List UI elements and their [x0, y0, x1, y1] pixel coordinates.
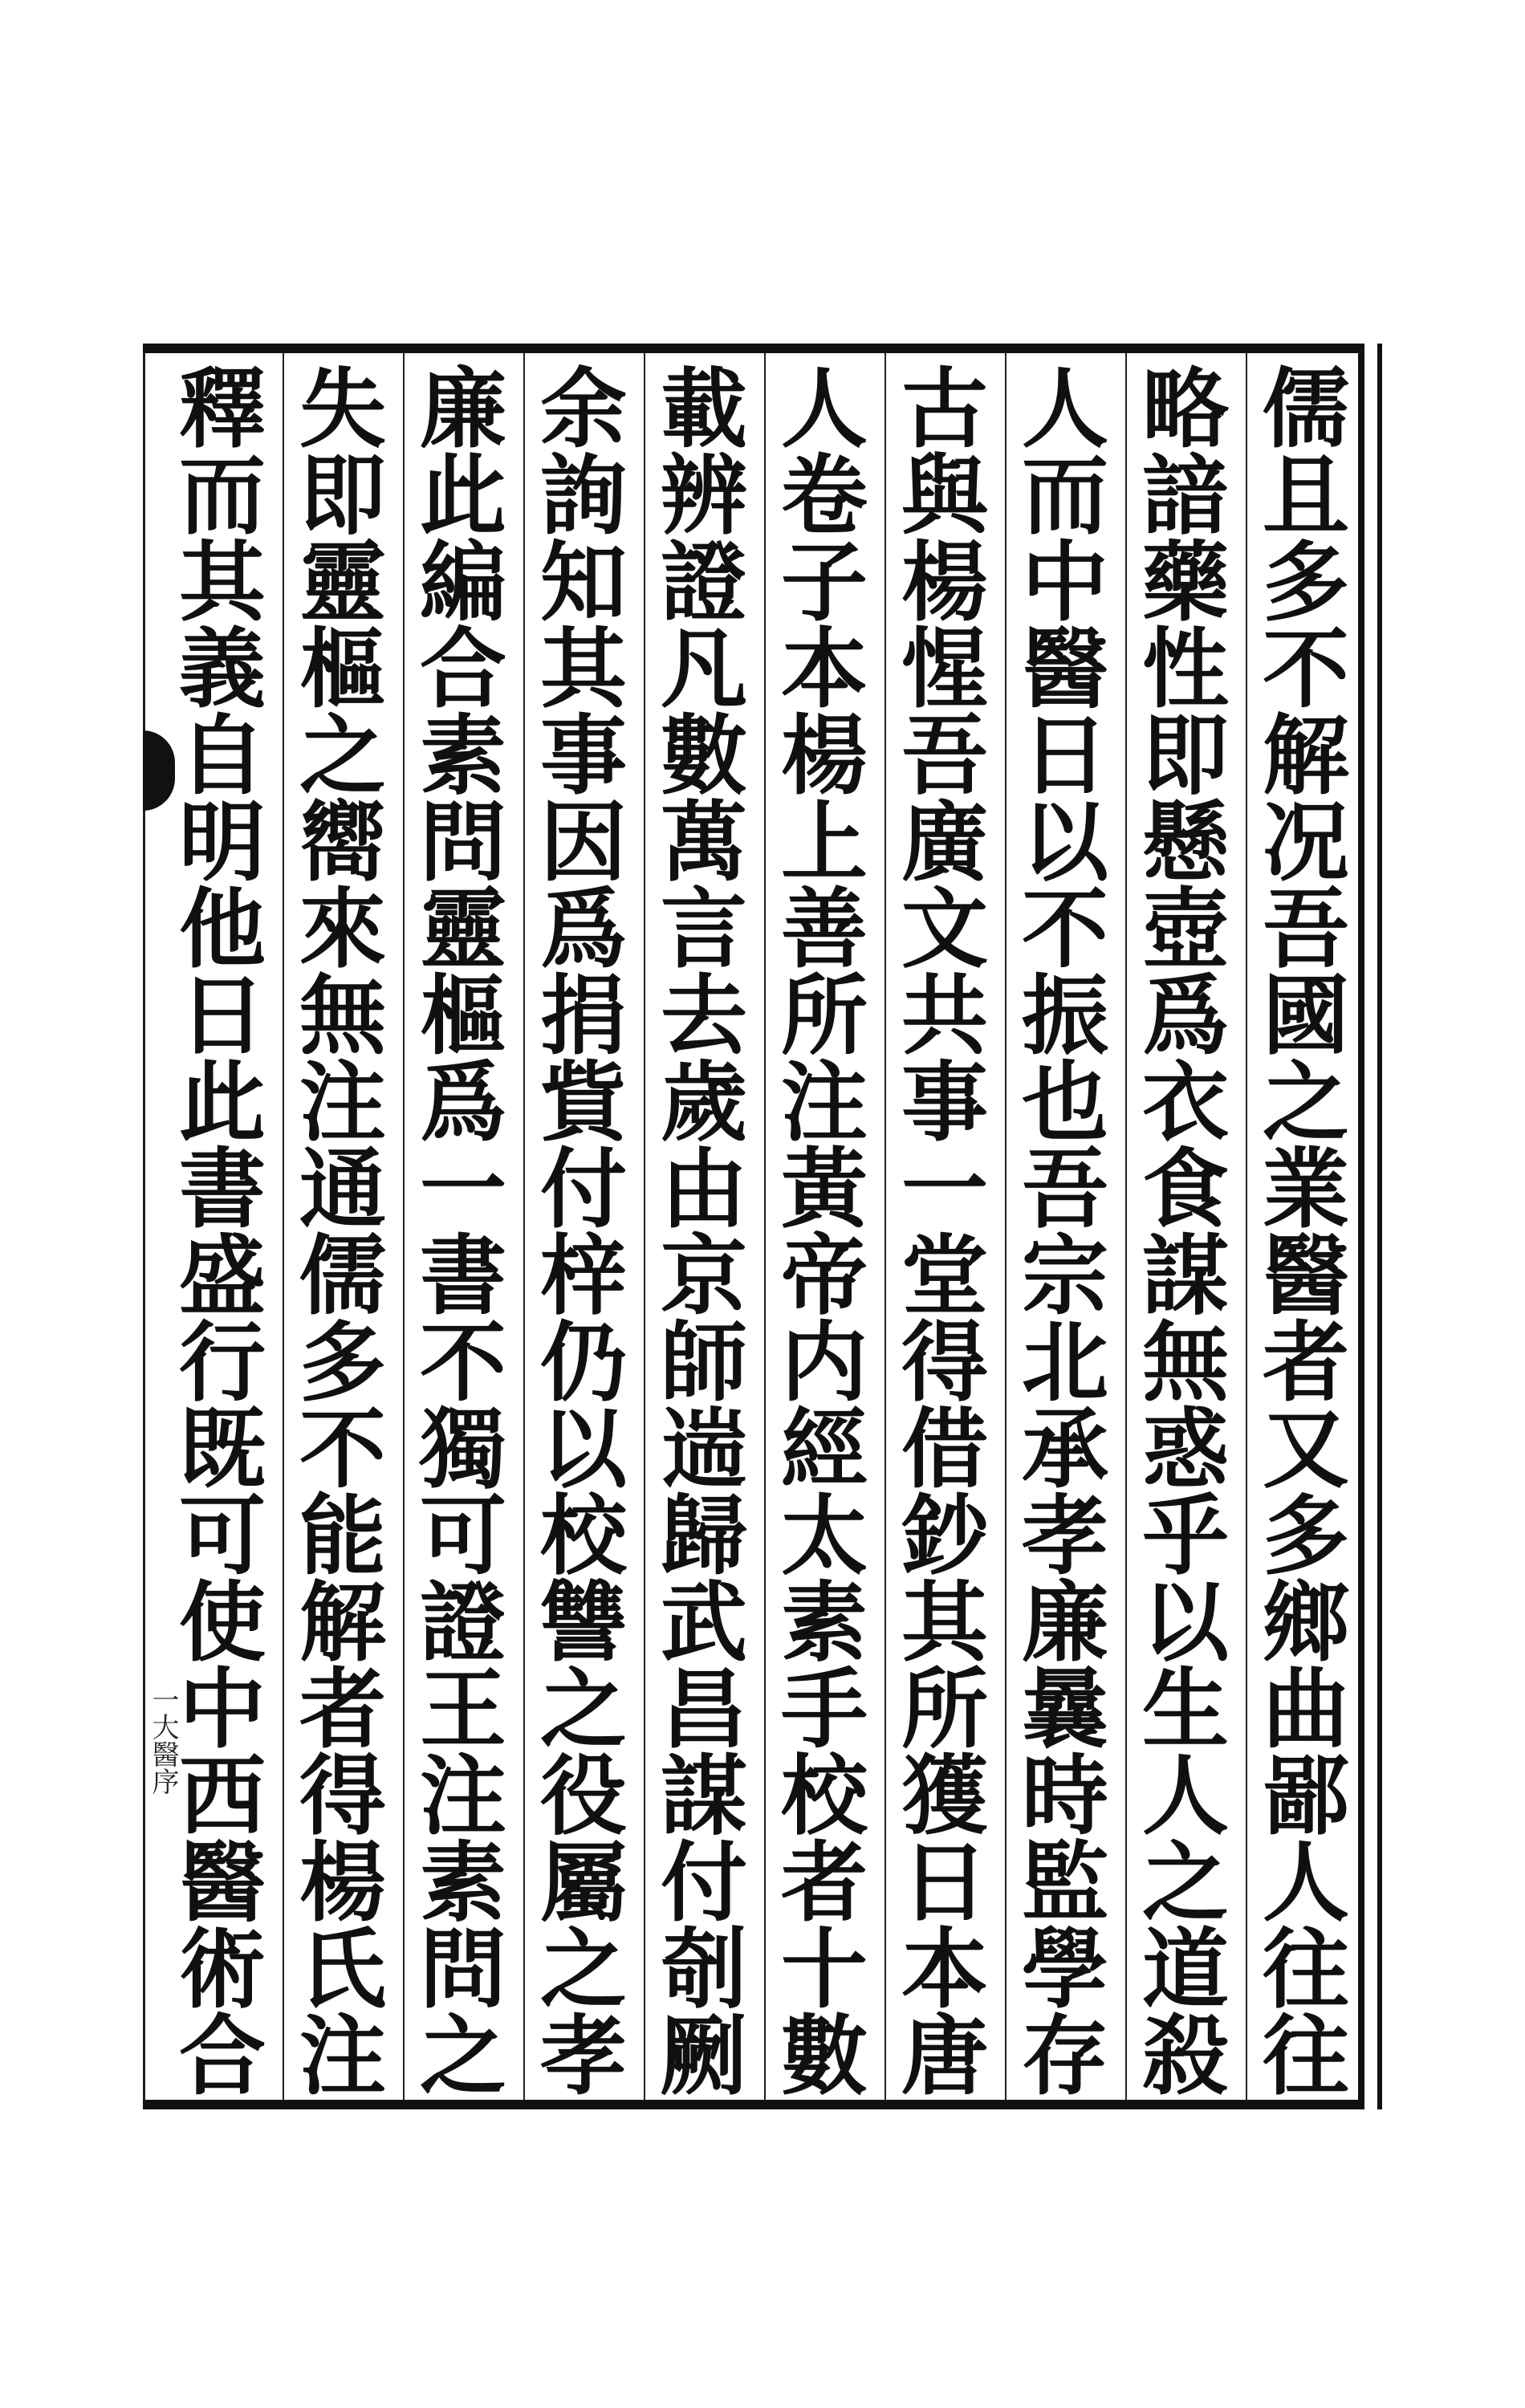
character-glyph: 解 — [299, 1572, 386, 1674]
character-glyph: 載 — [660, 359, 747, 460]
character-glyph: 多 — [1262, 532, 1349, 633]
character-glyph: 之 — [1262, 1052, 1349, 1153]
character-glyph: 殺 — [1141, 2006, 1229, 2107]
character-glyph: 孝 — [539, 2006, 627, 2107]
character-glyph: 中 — [1021, 532, 1108, 633]
character-glyph: 靈 — [299, 532, 386, 633]
character-glyph: 廉 — [1021, 1572, 1108, 1674]
character-glyph: 無 — [1141, 1312, 1229, 1413]
character-glyph: 也 — [1021, 1052, 1108, 1153]
character-glyph: 合 — [419, 619, 506, 720]
character-glyph: 讐 — [539, 1572, 627, 1674]
character-glyph: 道 — [1141, 1919, 1229, 2020]
character-glyph: 多 — [1262, 1486, 1349, 1587]
character-glyph: 注 — [299, 1052, 386, 1153]
character-glyph: 通 — [299, 1139, 386, 1240]
character-glyph: 吾 — [901, 706, 988, 807]
character-glyph: 數 — [660, 706, 747, 807]
character-glyph: 太 — [780, 1486, 868, 1587]
character-glyph: 事 — [901, 1052, 988, 1153]
character-glyph: 問 — [419, 792, 506, 893]
character-glyph: 歲 — [660, 1052, 747, 1153]
character-glyph: 唐 — [901, 2006, 988, 2107]
character-glyph: 人 — [1021, 359, 1108, 460]
text-column — [644, 359, 764, 2107]
character-glyph: 者 — [780, 1832, 868, 1934]
character-glyph: 不 — [419, 1312, 506, 1413]
text-column — [1246, 359, 1366, 2107]
character-glyph: 人 — [780, 359, 868, 460]
character-glyph: 國 — [1262, 966, 1349, 1067]
character-glyph: 謀 — [660, 1746, 747, 1847]
character-glyph: 宗 — [1021, 1226, 1108, 1327]
character-glyph: 時 — [1021, 1746, 1108, 1847]
character-glyph: 本 — [901, 1919, 988, 2020]
character-glyph: 醫 — [178, 1832, 266, 1934]
character-glyph: 歸 — [660, 1486, 747, 1587]
text-column — [1005, 359, 1125, 2107]
character-glyph: 得 — [901, 1312, 988, 1413]
character-glyph: 付 — [539, 1139, 627, 1240]
character-glyph: 素 — [419, 706, 506, 807]
text-column — [1125, 359, 1246, 2107]
character-glyph: 不 — [299, 1399, 386, 1500]
character-glyph: 仍 — [539, 1312, 627, 1413]
character-glyph: 其 — [178, 532, 266, 633]
character-glyph: 盛 — [178, 1226, 266, 1327]
character-glyph: 以 — [1021, 792, 1108, 893]
character-glyph: 又 — [1262, 1399, 1349, 1500]
character-glyph: 詢 — [539, 445, 627, 547]
character-glyph: 爲 — [419, 1052, 506, 1153]
character-glyph: 行 — [178, 1312, 266, 1413]
character-glyph: 與 — [901, 445, 988, 547]
character-glyph: 且 — [1262, 445, 1349, 547]
character-glyph: 編 — [419, 532, 506, 633]
character-glyph: 之 — [1141, 1832, 1229, 1934]
character-glyph: 孝 — [1021, 1486, 1108, 1587]
character-glyph: 即 — [1141, 706, 1229, 807]
character-glyph: 獨 — [419, 1399, 506, 1500]
character-glyph: 由 — [660, 1139, 747, 1240]
character-glyph: 壺 — [1141, 879, 1229, 980]
text-column — [764, 359, 885, 2107]
character-glyph: 曲 — [1262, 1659, 1349, 1760]
character-glyph: 爲 — [539, 879, 627, 980]
character-glyph: 靈 — [419, 879, 506, 980]
character-glyph: 之 — [539, 1659, 627, 1760]
character-glyph: 曩 — [1021, 1659, 1108, 1760]
character-glyph: 可 — [419, 1486, 506, 1587]
character-glyph: 者 — [1262, 1312, 1349, 1413]
character-glyph: 人 — [1141, 1746, 1229, 1847]
character-glyph: 衣 — [1141, 1052, 1229, 1153]
character-glyph: 此 — [178, 1052, 266, 1153]
character-glyph: 之 — [419, 2006, 506, 2107]
character-glyph: 惺 — [901, 619, 988, 720]
character-glyph: 業 — [1262, 1139, 1349, 1240]
character-glyph: 役 — [539, 1746, 627, 1847]
character-glyph: 明 — [178, 792, 266, 893]
character-glyph: 多 — [299, 1312, 386, 1413]
character-glyph: 而 — [1021, 445, 1108, 547]
character-glyph: 借 — [901, 1399, 988, 1500]
character-glyph: 無 — [299, 966, 386, 1067]
character-glyph: 監 — [1021, 1832, 1108, 1934]
character-glyph: 樞 — [299, 619, 386, 720]
character-glyph: 一 — [419, 1139, 506, 1240]
character-glyph: 文 — [901, 879, 988, 980]
character-glyph: 日 — [1021, 706, 1108, 807]
character-glyph: 上 — [780, 792, 868, 893]
character-glyph: 師 — [660, 1312, 747, 1413]
character-glyph: 知 — [539, 532, 627, 633]
character-glyph: 而 — [178, 445, 266, 547]
character-glyph: 可 — [178, 1486, 266, 1587]
character-glyph: 證 — [419, 1572, 506, 1674]
text-column — [283, 359, 403, 2107]
character-glyph: 人 — [1262, 1832, 1349, 1934]
character-glyph: 釋 — [178, 359, 266, 460]
character-glyph: 吾 — [1262, 879, 1349, 980]
character-glyph: 其 — [901, 1572, 988, 1674]
character-glyph: 義 — [178, 619, 266, 720]
character-glyph: 言 — [660, 879, 747, 980]
character-glyph: 手 — [780, 1659, 868, 1760]
character-glyph: 解 — [1262, 706, 1349, 807]
character-glyph: 數 — [780, 2006, 868, 2107]
outer-border-line — [1377, 344, 1382, 2109]
character-glyph: 往 — [1262, 1919, 1349, 2020]
character-glyph: 萬 — [660, 792, 747, 893]
text-column — [523, 359, 644, 2107]
character-glyph: 遄 — [660, 1399, 747, 1500]
character-glyph: 楊 — [299, 1832, 386, 1934]
character-glyph: 之 — [299, 706, 386, 807]
character-glyph: 以 — [539, 1399, 627, 1500]
character-glyph: 所 — [901, 1659, 988, 1760]
character-glyph: 此 — [419, 445, 506, 547]
text-column — [403, 359, 523, 2107]
character-glyph: 昌 — [660, 1659, 747, 1760]
character-glyph: 子 — [780, 532, 868, 633]
character-glyph: 藥 — [1141, 532, 1229, 633]
character-glyph: 諳 — [1141, 445, 1229, 547]
character-glyph: 梓 — [539, 1226, 627, 1327]
character-glyph: 日 — [901, 1832, 988, 1934]
character-glyph: 本 — [780, 619, 868, 720]
character-glyph: 嚮 — [299, 792, 386, 893]
character-glyph: 吾 — [1021, 1139, 1108, 1240]
character-glyph: 爲 — [1141, 966, 1229, 1067]
character-glyph: 失 — [299, 359, 386, 460]
character-glyph: 中 — [178, 1659, 266, 1760]
character-glyph: 書 — [178, 1139, 266, 1240]
text-column — [162, 359, 283, 2107]
character-glyph: 注 — [419, 1746, 506, 1847]
character-glyph: 合 — [178, 2006, 266, 2107]
character-glyph: 王 — [419, 1659, 506, 1760]
character-glyph: 乎 — [1141, 1486, 1229, 1587]
character-glyph: 即 — [299, 445, 386, 547]
character-glyph: 共 — [901, 966, 988, 1067]
character-glyph: 素 — [780, 1572, 868, 1674]
character-glyph: 廣 — [901, 792, 988, 893]
character-glyph: 樞 — [419, 966, 506, 1067]
character-glyph: 經 — [780, 1399, 868, 1500]
character-glyph: 能 — [299, 1486, 386, 1587]
character-glyph: 西 — [178, 1746, 266, 1847]
character-glyph: 古 — [901, 359, 988, 460]
character-glyph: 自 — [178, 706, 266, 807]
character-glyph: 貲 — [539, 1052, 627, 1153]
character-glyph: 書 — [419, 1226, 506, 1327]
character-glyph: 謀 — [1141, 1226, 1229, 1327]
gutter-label: 一大醫序 — [147, 1686, 179, 1795]
character-glyph: 余 — [539, 359, 627, 460]
character-glyph: 氏 — [299, 1919, 386, 2020]
character-glyph: 凡 — [660, 619, 747, 720]
character-glyph: 注 — [780, 1052, 868, 1153]
character-glyph: 付 — [660, 1832, 747, 1934]
character-glyph: 振 — [1021, 966, 1108, 1067]
character-glyph: 所 — [780, 966, 868, 1067]
character-glyph: 既 — [178, 1399, 266, 1500]
character-glyph: 因 — [539, 792, 627, 893]
character-glyph: 京 — [660, 1226, 747, 1327]
character-glyph: 一 — [901, 1139, 988, 1240]
character-glyph: 校 — [539, 1486, 627, 1587]
character-glyph: 略 — [1141, 359, 1229, 460]
character-glyph: 儒 — [1262, 359, 1349, 460]
character-glyph: 况 — [1262, 792, 1349, 893]
character-glyph: 捐 — [539, 966, 627, 1067]
character-glyph: 其 — [539, 619, 627, 720]
character-glyph: 廉 — [419, 359, 506, 460]
character-glyph: 辨 — [660, 445, 747, 547]
character-glyph: 素 — [419, 1832, 506, 1934]
character-glyph: 校 — [780, 1746, 868, 1847]
character-glyph: 惑 — [1141, 1399, 1229, 1500]
character-glyph: 武 — [660, 1572, 747, 1674]
character-glyph: 北 — [1021, 1312, 1108, 1413]
character-glyph: 黃 — [780, 1139, 868, 1240]
character-glyph: 帝 — [780, 1226, 868, 1327]
character-glyph: 楊 — [780, 706, 868, 807]
character-glyph: 生 — [1141, 1659, 1229, 1760]
character-glyph: 他 — [178, 879, 266, 980]
character-glyph: 得 — [299, 1746, 386, 1847]
character-glyph: 來 — [299, 879, 386, 980]
character-glyph: 證 — [660, 532, 747, 633]
character-glyph: 者 — [299, 1659, 386, 1760]
character-glyph: 去 — [660, 966, 747, 1067]
character-glyph: 鄉 — [1262, 1572, 1349, 1674]
character-glyph: 剞 — [660, 1919, 747, 2020]
character-glyph: 之 — [539, 1919, 627, 2020]
character-glyph: 日 — [178, 966, 266, 1067]
character-glyph: 使 — [178, 1572, 266, 1674]
character-glyph: 卷 — [780, 445, 868, 547]
character-glyph: 性 — [1141, 619, 1229, 720]
character-glyph: 鈔 — [901, 1486, 988, 1587]
character-glyph: 學 — [1021, 1919, 1108, 2020]
character-glyph: 楊 — [901, 532, 988, 633]
character-glyph: 術 — [178, 1919, 266, 2020]
character-glyph: 以 — [1141, 1572, 1229, 1674]
character-glyph: 事 — [539, 706, 627, 807]
character-glyph: 善 — [780, 879, 868, 980]
character-glyph: 存 — [1021, 2006, 1108, 2107]
character-glyph: 鄙 — [1262, 1746, 1349, 1847]
character-glyph: 往 — [1262, 2006, 1349, 2107]
character-glyph: 獲 — [901, 1746, 988, 1847]
character-glyph: 醫 — [1021, 619, 1108, 720]
text-column — [885, 359, 1005, 2107]
character-glyph: 不 — [1021, 879, 1108, 980]
character-glyph: 醫 — [1262, 1226, 1349, 1327]
character-glyph: 堂 — [901, 1226, 988, 1327]
character-glyph: 懸 — [1141, 792, 1229, 893]
character-glyph: 不 — [1262, 619, 1349, 720]
character-glyph: 食 — [1141, 1139, 1229, 1240]
character-glyph: 承 — [1021, 1399, 1108, 1500]
character-glyph: 問 — [419, 1919, 506, 2020]
character-glyph: 儒 — [299, 1226, 386, 1327]
character-glyph: 内 — [780, 1312, 868, 1413]
character-glyph: 劂 — [660, 2006, 747, 2107]
character-glyph: 注 — [299, 2006, 386, 2107]
character-glyph: 十 — [780, 1919, 868, 2020]
character-glyph: 屬 — [539, 1832, 627, 1934]
